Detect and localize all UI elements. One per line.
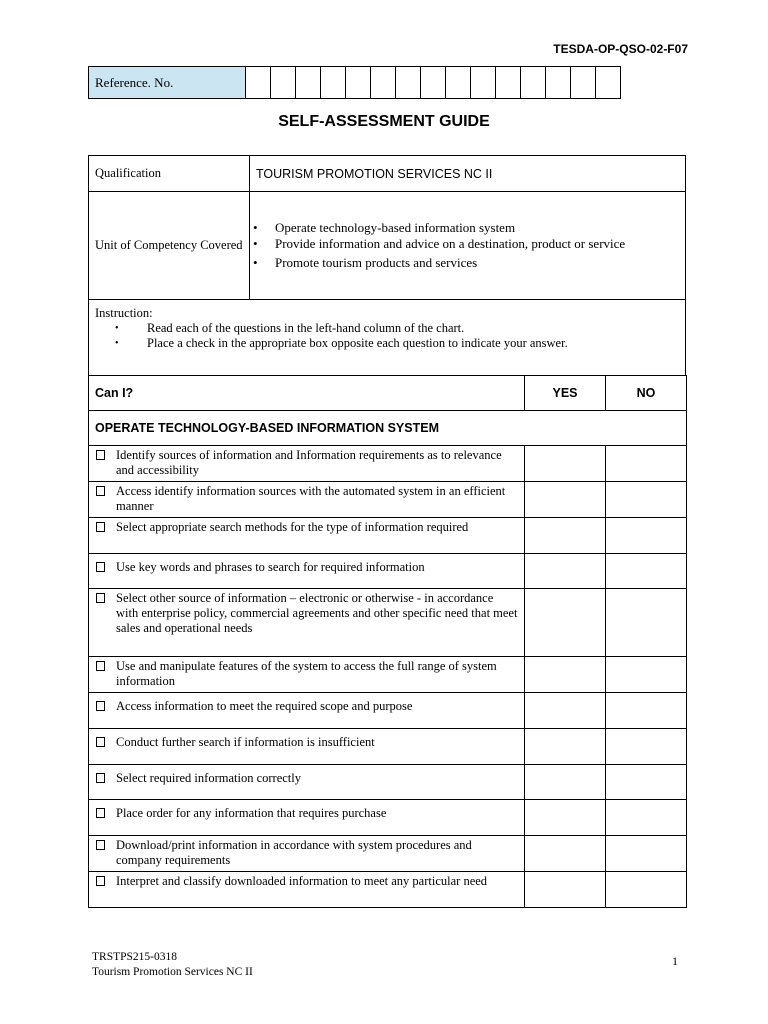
yes-answer-cell[interactable] bbox=[525, 836, 606, 872]
question-row bbox=[89, 800, 687, 836]
unit-of-competency-cell bbox=[250, 192, 686, 300]
unit-of-competency-list bbox=[251, 220, 684, 271]
question-row bbox=[89, 657, 687, 693]
question-cell bbox=[89, 518, 525, 554]
reference-digit-box[interactable] bbox=[471, 67, 496, 99]
reference-digit-box[interactable] bbox=[446, 67, 471, 99]
yes-answer-cell[interactable] bbox=[525, 589, 606, 657]
yes-answer-cell[interactable] bbox=[525, 446, 606, 482]
reference-digit-box[interactable] bbox=[571, 67, 596, 99]
no-answer-cell[interactable] bbox=[606, 589, 687, 657]
yes-answer-cell[interactable] bbox=[525, 482, 606, 518]
reference-digit-box[interactable] bbox=[596, 67, 621, 99]
checkbox-icon bbox=[96, 701, 105, 711]
question-text: Select other source of information – electronic or otherwise - in accordance with enterprise policy, commercial agreements and other specific need that meet sales and operational needs bbox=[116, 591, 518, 635]
self-assessment-table bbox=[88, 375, 687, 908]
question-text: Identify sources of information and Information requirements as to relevance and accessibility bbox=[116, 448, 502, 477]
no-answer-cell[interactable] bbox=[606, 693, 687, 729]
reference-digit-box[interactable] bbox=[521, 67, 546, 99]
qualification-info-table bbox=[88, 155, 686, 376]
question-cell bbox=[89, 554, 525, 589]
question-row bbox=[89, 518, 687, 554]
can-i-header: Can I? bbox=[89, 376, 525, 411]
section-title: OPERATE TECHNOLOGY-BASED INFORMATION SYSTEM bbox=[89, 411, 687, 446]
checkbox-icon bbox=[96, 486, 105, 496]
checkbox-icon bbox=[96, 562, 105, 572]
checkbox-icon bbox=[96, 773, 105, 783]
question-row bbox=[89, 765, 687, 800]
no-answer-cell[interactable] bbox=[606, 729, 687, 765]
document-title: SELF-ASSESSMENT GUIDE bbox=[278, 113, 490, 130]
checkbox-icon bbox=[96, 661, 105, 671]
question-text: Access information to meet the required scope and purpose bbox=[116, 699, 413, 713]
checkbox-icon bbox=[96, 808, 105, 818]
reference-digit-box[interactable] bbox=[246, 67, 271, 99]
question-text: Download/print information in accordance with system procedures and company requirements bbox=[116, 838, 472, 867]
reference-digit-box[interactable] bbox=[421, 67, 446, 99]
checkbox-icon bbox=[96, 450, 105, 460]
unit-of-competency-label: Unit of Competency Covered bbox=[89, 192, 250, 300]
no-answer-cell[interactable] bbox=[606, 446, 687, 482]
reference-label: Reference. No. bbox=[89, 67, 246, 99]
question-text: Interpret and classify downloaded information to meet any particular need bbox=[116, 874, 488, 888]
qualification-label: Qualification bbox=[89, 156, 250, 192]
yes-answer-cell[interactable] bbox=[525, 657, 606, 693]
question-row bbox=[89, 554, 687, 589]
unit-item: • Operate technology-based information system bbox=[275, 220, 684, 236]
no-answer-cell[interactable] bbox=[606, 800, 687, 836]
question-cell bbox=[89, 765, 525, 800]
question-cell bbox=[89, 836, 525, 872]
yes-answer-cell[interactable] bbox=[525, 554, 606, 589]
questions-body bbox=[89, 446, 687, 908]
question-text: Use and manipulate features of the system to access the full range of system information bbox=[116, 659, 497, 688]
unit-item: • Promote tourism products and services bbox=[275, 255, 684, 271]
question-text: Select appropriate search methods for the type of information required bbox=[116, 520, 469, 534]
checkbox-icon bbox=[96, 522, 105, 532]
question-cell bbox=[89, 446, 525, 482]
question-text: Place order for any information that requires purchase bbox=[116, 806, 387, 820]
no-answer-cell[interactable] bbox=[606, 482, 687, 518]
question-text: Use key words and phrases to search for required information bbox=[116, 560, 425, 574]
instruction-item: • Place a check in the appropriate box opposite each question to indicate your answer. bbox=[147, 336, 679, 351]
yes-answer-cell[interactable] bbox=[525, 800, 606, 836]
checkbox-icon bbox=[96, 876, 105, 886]
yes-header: YES bbox=[525, 376, 606, 411]
checkbox-icon bbox=[96, 840, 105, 850]
question-cell bbox=[89, 589, 525, 657]
reference-digit-box[interactable] bbox=[346, 67, 371, 99]
yes-answer-cell[interactable] bbox=[525, 872, 606, 908]
yes-answer-cell[interactable] bbox=[525, 765, 606, 800]
reference-digit-box[interactable] bbox=[496, 67, 521, 99]
question-text: Access identify information sources with the automated system in an efficient manner bbox=[116, 484, 506, 513]
question-row bbox=[89, 836, 687, 872]
question-text: Conduct further search if information is insufficient bbox=[116, 735, 375, 749]
no-answer-cell[interactable] bbox=[606, 518, 687, 554]
question-row bbox=[89, 872, 687, 908]
reference-digit-box[interactable] bbox=[546, 67, 571, 99]
no-answer-cell[interactable] bbox=[606, 872, 687, 908]
qualification-value: TOURISM PROMOTION SERVICES NC II bbox=[250, 156, 686, 192]
yes-answer-cell[interactable] bbox=[525, 518, 606, 554]
yes-answer-cell[interactable] bbox=[525, 693, 606, 729]
question-row bbox=[89, 693, 687, 729]
no-answer-cell[interactable] bbox=[606, 836, 687, 872]
form-code: TESDA-OP-QSO-02-F07 bbox=[553, 42, 688, 56]
no-header: NO bbox=[606, 376, 687, 411]
question-cell bbox=[89, 482, 525, 518]
unit-item: • Provide information and advice on a destination, product or service bbox=[275, 236, 684, 252]
reference-digit-box[interactable] bbox=[396, 67, 421, 99]
reference-digit-box[interactable] bbox=[321, 67, 346, 99]
question-cell bbox=[89, 800, 525, 836]
checkbox-icon bbox=[96, 737, 105, 747]
question-row bbox=[89, 589, 687, 657]
footer bbox=[92, 950, 253, 980]
instruction-label: Instruction: bbox=[95, 306, 153, 320]
instruction-cell bbox=[89, 300, 686, 376]
footer-code: TRSTPS215-0318 bbox=[92, 951, 177, 963]
question-cell bbox=[89, 657, 525, 693]
reference-digit-box[interactable] bbox=[371, 67, 396, 99]
no-answer-cell[interactable] bbox=[606, 765, 687, 800]
checkbox-icon bbox=[96, 593, 105, 603]
reference-number-table bbox=[88, 66, 621, 99]
no-answer-cell[interactable] bbox=[606, 657, 687, 693]
no-answer-cell[interactable] bbox=[606, 554, 687, 589]
reference-digit-box[interactable] bbox=[271, 67, 296, 99]
question-cell bbox=[89, 729, 525, 765]
instruction-list bbox=[95, 321, 679, 351]
question-row bbox=[89, 446, 687, 482]
question-cell bbox=[89, 872, 525, 908]
question-cell bbox=[89, 693, 525, 729]
question-text: Select required information correctly bbox=[116, 771, 301, 785]
question-row bbox=[89, 482, 687, 518]
page-number: 1 bbox=[672, 954, 678, 968]
footer-qualification: Tourism Promotion Services NC II bbox=[92, 966, 253, 978]
reference-digit-box[interactable] bbox=[296, 67, 321, 99]
instruction-item: • Read each of the questions in the left-hand column of the chart. bbox=[147, 321, 679, 336]
question-row bbox=[89, 729, 687, 765]
yes-answer-cell[interactable] bbox=[525, 729, 606, 765]
